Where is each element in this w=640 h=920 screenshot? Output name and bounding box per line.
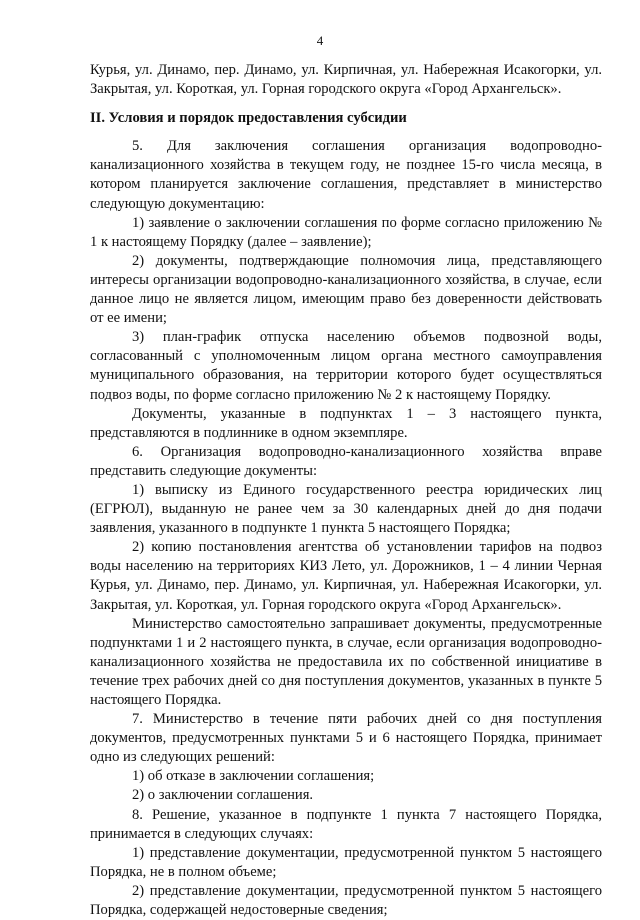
paragraph-5-item-1: 1) заявление о заключении соглашения по форме согласно приложению № 1 к настоящему Порядку (далее – заявление); bbox=[90, 214, 602, 250]
paragraph-8-item-2: 2) представление документации, предусмотренной пунктом 5 настоящего Порядка, содержащей недостоверные сведения; bbox=[90, 882, 602, 919]
paragraph-6-note: Министерство самостоятельно запрашивает документы, предусмотренные подпунктами 1 и 2 настоящего пункта, в случае, если организация водопроводно-канализационного хозяйства не предоставила их по собственной инициативе в течение трех рабочих дней со дня поступления документов, указанных в пункте 5 настоящего Порядка. bbox=[90, 615, 602, 708]
paragraph-5: 5. Для заключения соглашения организация водопроводно-канализационного хозяйства в текущем году, не позднее 15-го числа месяца, в котором планируется заключение соглашения, представляет в министерство следующую документацию: bbox=[90, 138, 602, 212]
paragraph-5-item-2: 2) документы, подтверждающие полномочия лица, представляющего интересы организации водопроводно-канализационного хозяйства, в случае, если данное лицо не является лицом, имеющим право без доверенности действовать от ее имени; bbox=[90, 252, 602, 327]
paragraph-6-item-1: 1) выписку из Единого государственного реестра юридических лиц (ЕГРЮЛ), выданную не ранее чем за 30 календарных дней до дня подачи заявления, указанного в подпункте 1 пункта 5 настоящего Порядка; bbox=[90, 481, 602, 537]
intro-paragraph: Курья, ул. Динамо, пер. Динамо, ул. Кирпичная, ул. Набережная Исакогорки, ул. Закрытая, ул. Короткая, ул. Горная городского округа «Город Архангельск». bbox=[90, 62, 602, 98]
paragraph-7: 7. Министерство в течение пяти рабочих дней со дня поступления документов, предусмотренных пунктами 5 и 6 настоящего Порядка, принимает одно из следующих решений: bbox=[90, 711, 602, 766]
paragraph-7-item-1: 1) об отказе в заключении соглашения; bbox=[132, 768, 375, 785]
paragraph-5-note: Документы, указанные в подпунктах 1 – 3 настоящего пункта, представляются в подлиннике в одном экземпляре. bbox=[90, 405, 602, 441]
paragraph-6-item-2: 2) копию постановления агентства об установлении тарифов на подвоз воды населению на территориях КИЗ Лето, ул. Дорожников, 1 – 4 линии Черная Курья, ул. Динамо, пер. Динамо, ул. Кирпичная, ул. Набережная Исакогорки, ул. Закрытая, ул. Короткая, ул. Горная городского округа «Город Архангельск». bbox=[90, 539, 602, 613]
paragraph-8: 8. Решение, указанное в подпункте 1 пункта 7 настоящего Порядка, принимается в следующих случаях: bbox=[90, 806, 602, 842]
paragraph-5-item-3: 3) план-график отпуска населению объемов подвозной воды, согласованный с уполномоченным лицом органа местного самоуправления муниципального образования, на территории которого будет осуществляться подвоз воды, по форме согласно приложению № 2 к настоящему Порядку. bbox=[90, 329, 602, 403]
paragraph-6: 6. Организация водопроводно-канализационного хозяйства вправе представить следующие документы: bbox=[90, 443, 602, 479]
page-number: 4 bbox=[316, 33, 324, 48]
paragraph-7-item-2: 2) о заключении соглашения. bbox=[132, 787, 314, 804]
document-body bbox=[90, 61, 602, 920]
section-title: II. Условия и порядок предоставления субсидии bbox=[90, 110, 407, 127]
paragraph-8-item-1: 1) представление документации, предусмотренной пунктом 5 настоящего Порядка, не в полном объеме; bbox=[90, 844, 602, 880]
